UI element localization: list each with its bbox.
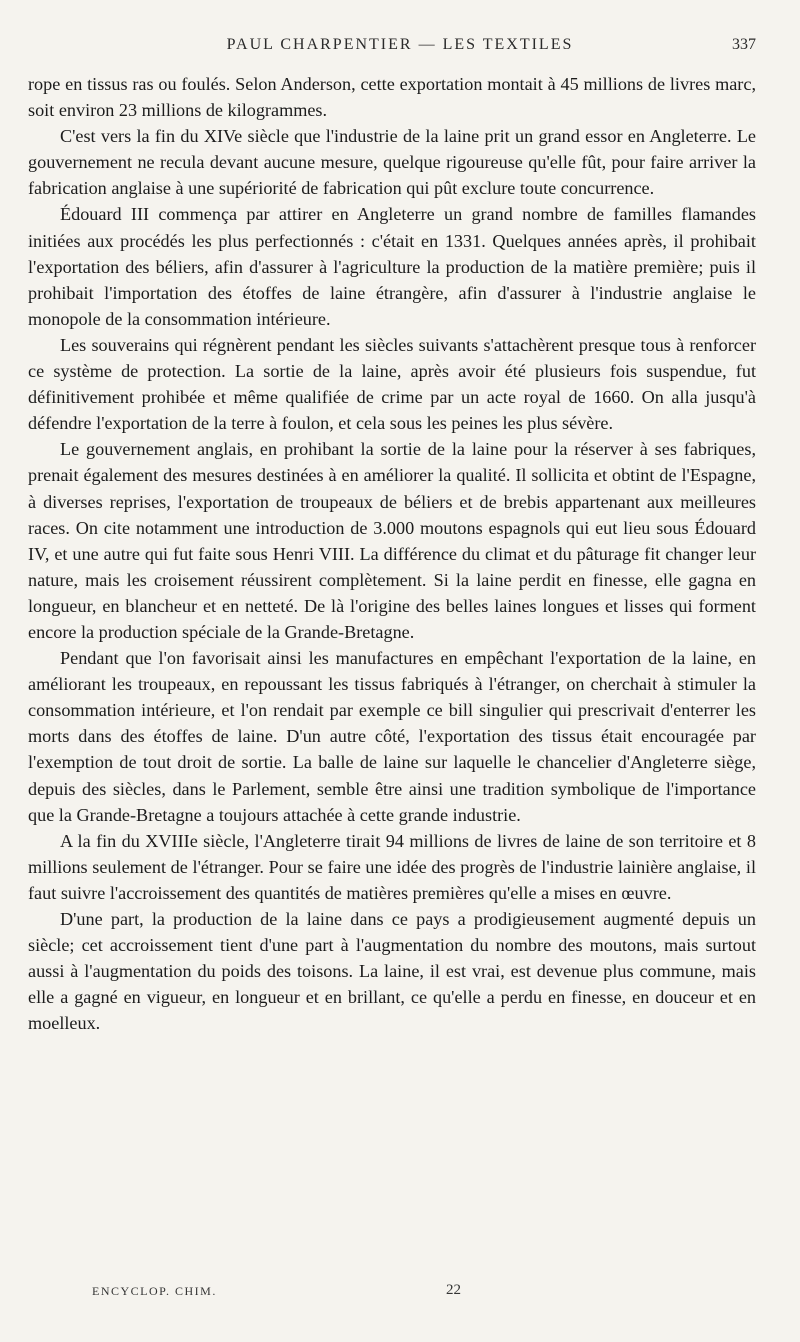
paragraph: D'une part, la production de la laine dans ce pays a prodigieusement augmenté depuis un siècle; cet accroissement tient d'une part à l'augmentation du nombre des moutons, mais surtout aussi à l'augmentation du poids des toisons. La laine, il est vrai, est devenue plus commune, mais elle a gagné en vigueur, en longueur et en brillant, ce qu'elle a perdu en finesse, en douceur et en moelleux.	[28, 909, 756, 1034]
signature-number: 22	[446, 1282, 461, 1298]
paragraph: C'est vers la fin du XIVe siècle que l'industrie de la laine prit un grand essor en Angleterre. Le gouvernement ne recula devant aucune mesure, quelque rigoureuse qu'elle fût, pour faire arriver la fabrication anglaise à une supériorité de fabrication qui pût exclure toute concurrence.	[28, 126, 756, 199]
paragraph: rope en tissus ras ou foulés. Selon Anderson, cette exportation montait à 45 millions de livres marc, soit environ 23 millions de kilogrammes.	[28, 74, 756, 121]
running-title: PAUL CHARPENTIER — LES TEXTILES	[226, 36, 574, 53]
paragraph: Édouard III commença par attirer en Angleterre un grand nombre de familles flamandes initiées aux procédés les plus perfectionnés : c'était en 1331. Quelques années après, il prohibait l'exportation des béliers, afin d'assurer à l'agriculture la production de la matière première; puis il prohibait l'importation des étoffes de laine étrangère, afin d'assurer à l'industrie anglaise le monopole de la consommation intérieure.	[28, 204, 756, 329]
page-number: 337	[732, 36, 756, 53]
paragraph: Pendant que l'on favorisait ainsi les manufactures en empêchant l'exportation de la laine, en améliorant les troupeaux, en repoussant les tissus fabriqués à l'étranger, on cherchait à stimuler la consommation intérieure, et l'on rendait par exemple ce bill singulier qui prescrivait d'enterrer les morts dans des étoffes de laine. D'un autre côté, l'exportation des tissus était encouragée par l'exemption de tout droit de sortie. La balle de laine sur laquelle le chancelier d'Angleterre siège, depuis des siècles, dans le Parlement, semble être ainsi une tradition symbolique de l'importance que la Grande-Bretagne a toujours attachée à cette grande industrie.	[28, 648, 756, 825]
signature-mark: ENCYCLOP. CHIM.	[92, 1284, 217, 1298]
body-text	[28, 71, 756, 1036]
paragraph: Les souverains qui régnèrent pendant les siècles suivants s'attachèrent presque tous à renforcer ce système de protection. La sortie de la laine, après avoir été plusieurs fois suspendue, fut définitivement prohibée et même qualifiée de crime par un acte royal de 1660. On alla jusqu'à défendre l'exportation de la terre à foulon, et cela sous les peines les plus sévère.	[28, 334, 756, 434]
page-footer	[0, 1284, 800, 1304]
page-header	[0, 36, 800, 60]
paragraph: Le gouvernement anglais, en prohibant la sortie de la laine pour la réserver à ses fabriques, prenait également des mesures destinées à en améliorer la qualité. Il sollicita et obtint de l'Espagne, à diverses reprises, l'exportation de troupeaux de béliers et de brebis appartenant aux meilleures races. On cite notamment une introduction de 3.000 moutons espagnols qui eut lieu sous Édouard IV, et une autre qui fut faite sous Henri VIII. La différence du climat et du pâturage fit changer leur nature, mais les croisement réussirent complètement. Si la laine perdit en finesse, elle gagna en longueur, en blancheur et en netteté. De là l'origine des belles laines longues et lisses qui forment encore la production spéciale de la Grande-Bretagne.	[28, 439, 756, 642]
paragraph: A la fin du XVIIIe siècle, l'Angleterre tirait 94 millions de livres de laine de son territoire et 8 millions seulement de l'étranger. Pour se faire une idée des progrès de l'industrie lainière anglaise, il faut suivre l'accroissement des quantités de matières premières qu'elle a mises en œuvre.	[28, 830, 756, 903]
